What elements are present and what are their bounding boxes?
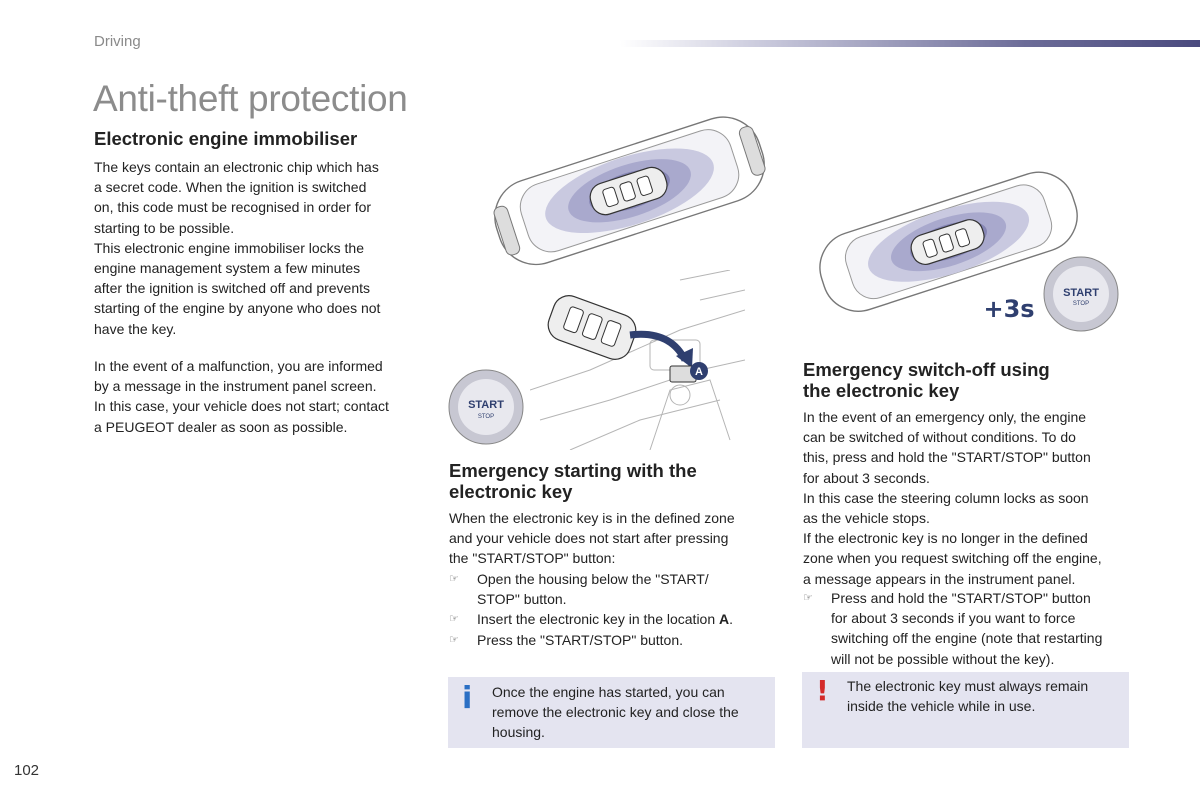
- emergency-switch-off-steps: [803, 588, 1133, 669]
- location-a-label: A: [695, 366, 703, 378]
- bullet-hand-icon: ☞: [449, 613, 459, 626]
- step-insert-key: ☞ Insert the electronic key in the location A.: [449, 609, 779, 629]
- svg-text:STOP: STOP: [1072, 301, 1090, 307]
- bullet-hand-icon: ☞: [449, 633, 459, 646]
- immobiliser-paragraph: The keys contain an electronic chip which has a secret code. When the ignition is switched on, this code must be recognised in order for starting to be possible. This electronic engine immobiliser locks the engine management system a few minutes after the ignition is switched off and prevents starting of the engine by anyone who does not have the key.: [94, 159, 381, 337]
- warning-icon: !: [816, 674, 829, 707]
- svg-text:START: START: [1063, 287, 1099, 299]
- emergency-switch-off-heading: Emergency switch-off using the electronic key: [803, 359, 1050, 401]
- svg-text:START: START: [468, 399, 504, 411]
- emergency-starting-intro: When the electronic key is in the defined zone and your vehicle does not start after pressing the "START/STOP" button:: [449, 510, 735, 567]
- bullet-hand-icon: ☞: [803, 592, 813, 604]
- start-stop-button-icon: [447, 368, 525, 446]
- step-open-housing: ☞ Open the housing below the "START/ STOP" button.: [449, 571, 709, 608]
- page-title: Anti-theft protection: [93, 78, 408, 119]
- bullet-hand-icon: ☞: [449, 573, 459, 585]
- emergency-starting-heading: Emergency starting with the electronic key: [449, 460, 697, 502]
- header-bar: [620, 40, 1200, 47]
- page-number: 102: [14, 762, 40, 779]
- step-press-button: ☞ Press the "START/STOP" button.: [449, 630, 779, 650]
- hold-time-label: +3s: [983, 295, 1035, 323]
- key-insertion-illustration: [530, 270, 745, 450]
- info-box: [448, 677, 775, 748]
- step-press-and-hold: ☞ Press and hold the "START/STOP" button for about 3 seconds if you want to force switching off the engine (note that restarting will not be possible without the key).: [803, 590, 1103, 667]
- car-key-zone-illustration: [478, 96, 778, 276]
- section-label: Driving: [94, 33, 141, 50]
- emergency-starting-steps: [449, 569, 779, 650]
- warning-box: [802, 672, 1129, 748]
- hold-three-seconds-illustration: [978, 255, 1120, 335]
- emergency-switch-off-body: In the event of an emergency only, the engine can be switched of without conditions. To do this, press and hold the "START/STOP" button for about 3 seconds. In this case the steering column locks as soon as the vehicle stops. If the electronic key is no longer in the defined zone when you request switching off the engine, a message appears in the instrument panel.: [803, 409, 1102, 587]
- info-icon: i: [462, 681, 473, 716]
- warning-box-text: The electronic key must always remain inside the vehicle while in use.: [847, 678, 1089, 715]
- malfunction-paragraph: In the event of a malfunction, you are informed by a message in the instrument panel screen. In this case, your vehicle does not start; contact a PEUGEOT dealer as soon as possible.: [94, 358, 389, 435]
- info-box-text: Once the engine has started, you can remove the electronic key and close the housing.: [492, 684, 739, 741]
- svg-text:STOP: STOP: [477, 414, 495, 420]
- immobiliser-heading: Electronic engine immobiliser: [94, 128, 358, 149]
